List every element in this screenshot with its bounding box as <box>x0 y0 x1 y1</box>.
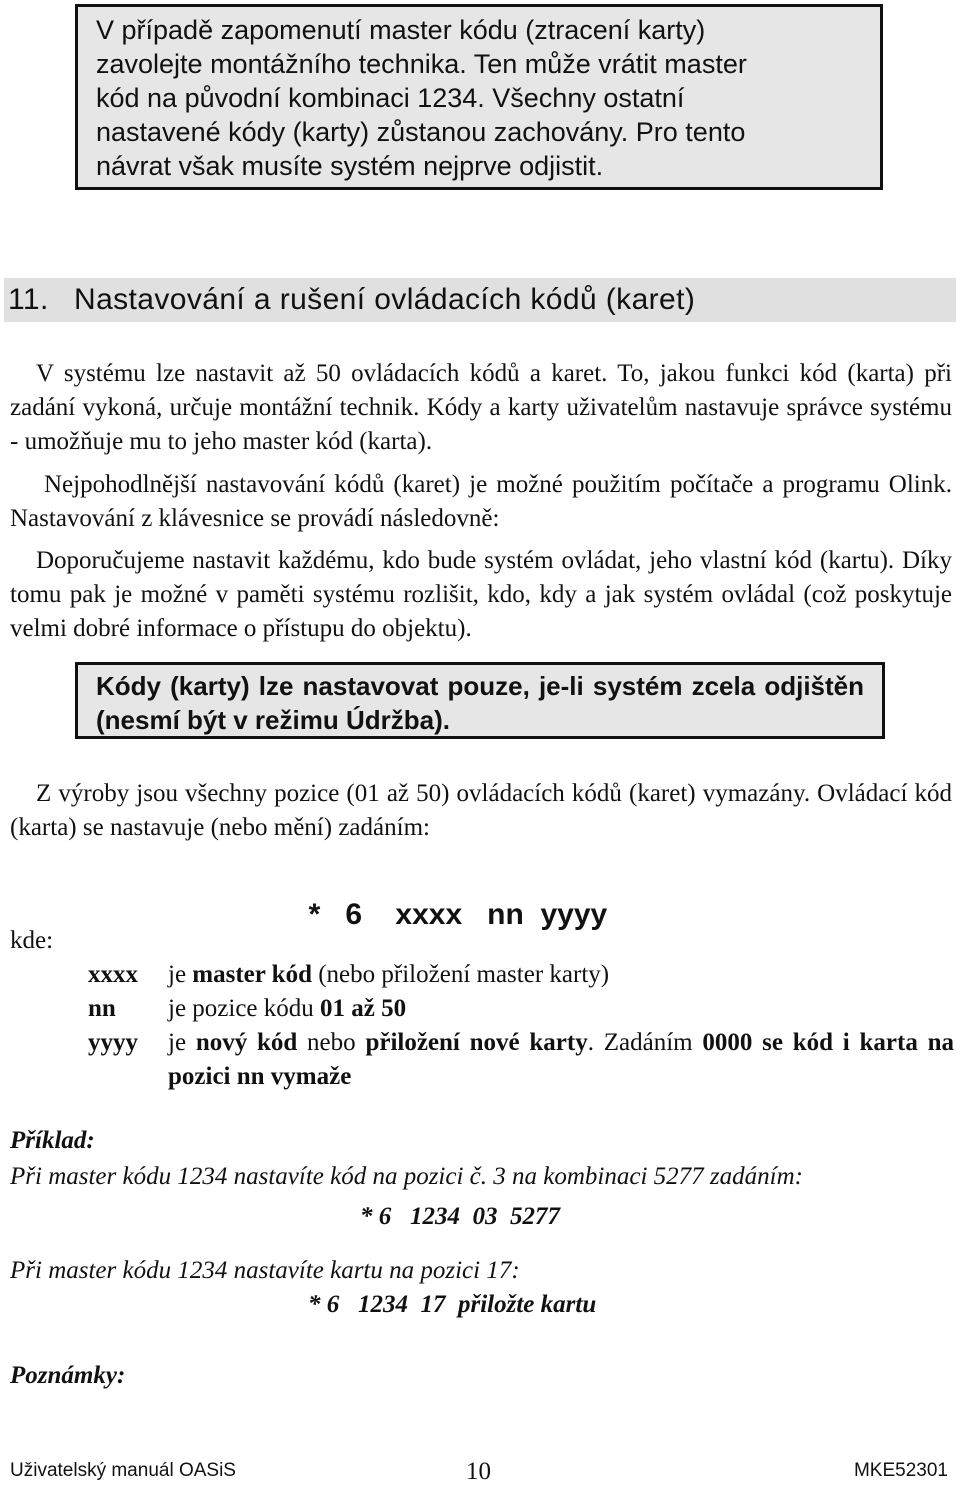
paragraph-intro: V systému lze nastavit až 50 ovládacích kódů a karet. To, jakou funkci kód (karta) při zadání vykoná, určuje montážní technik. Kódy a karty uživatelům nastavuje správce systému - umožňuje mu to jeho master kód (karta). <box>10 360 952 455</box>
kde-label: kde: <box>10 927 54 954</box>
notice-line: nastavené kódy (karty) zůstanou zachovány. Pro tento <box>96 117 746 147</box>
definition-list <box>88 958 954 1094</box>
definition-term: yyyy <box>88 1029 138 1056</box>
example-code-2: * 6 1234 17 přiložte kartu <box>308 1291 597 1318</box>
definition-desc: je pozice kódu 01 až 50 <box>168 995 407 1022</box>
example-line-2: Při master kódu 1234 nastavíte kartu na pozici 17: <box>10 1257 520 1284</box>
asterisk-icon: * <box>308 1291 321 1318</box>
asterisk-icon: * <box>308 898 321 931</box>
warning-box <box>75 662 885 739</box>
definition-xxxx <box>88 958 954 992</box>
definition-term: xxxx <box>88 961 138 988</box>
definition-yyyy <box>88 1026 954 1094</box>
notice-line: kód na původní kombinaci 1234. Všechny ostatní <box>96 83 685 113</box>
section-title: Nastavování a rušení ovládacích kódů (karet) <box>74 283 696 316</box>
footer-manual-title: Uživatelský manuál OASiS <box>10 1460 236 1481</box>
notice-line: zavolejte montážního technika. Ten může vrátit master <box>96 49 747 79</box>
notice-box <box>75 4 883 190</box>
example-line-1: Při master kódu 1234 nastavíte kód na pozici č. 3 na kombinaci 5277 zadáním: <box>10 1163 803 1190</box>
page-number: 10 <box>466 1458 491 1485</box>
section-heading <box>4 278 956 322</box>
formula-code: 6 xxxx nn yyyy <box>345 898 608 931</box>
warning-text: Kódy (karty) lze nastavovat pouze, je-li systém zcela odjištěn (nesmí být v režimu Údržba). <box>96 671 864 735</box>
notice-line: návrat však musíte systém nejprve odjistit. <box>96 151 604 181</box>
asterisk-icon: * <box>360 1203 373 1230</box>
footer-document-code: MKE52301 <box>853 1460 948 1481</box>
paragraph-recommendation: Doporučujeme nastavit každému, kdo bude systém ovládat, jeho vlastní kód (kartu). Díky tomu pak je možné v paměti systému rozlišit, kdo, kdy a jak systém ovládal (což poskytuje velmi dobré informace o přístupu do objektu). <box>10 547 952 642</box>
code-formula <box>292 864 607 932</box>
example-heading: Příklad: <box>10 1127 95 1154</box>
example-code-1: * 6 1234 03 5277 <box>360 1203 560 1230</box>
definition-desc: je nový kód nebo přiložení nové karty. Zadáním 0000 se kód i karta na pozici nn vymaže <box>168 1029 955 1090</box>
paragraph-factory: Z výroby jsou všechny pozice (01 až 50) ovládacích kódů (karet) vymazány. Ovládací kód (karta) se nastavuje (nebo mění) zadáním: <box>10 780 952 841</box>
notes-heading: Poznámky: <box>10 1362 126 1389</box>
definition-desc: je master kód (nebo přiložení master karty) <box>168 961 610 988</box>
notice-line: V případě zapomenutí master kódu (ztracení karty) <box>96 15 706 45</box>
definition-term: nn <box>88 995 116 1022</box>
definition-nn <box>88 992 954 1026</box>
paragraph-olink: Nejpohodlnější nastavování kódů (karet) je možné použitím počítače a programu Olink. Nastavování z klávesnice se provádí následovně: <box>10 471 952 532</box>
section-number: 11. <box>8 283 49 316</box>
